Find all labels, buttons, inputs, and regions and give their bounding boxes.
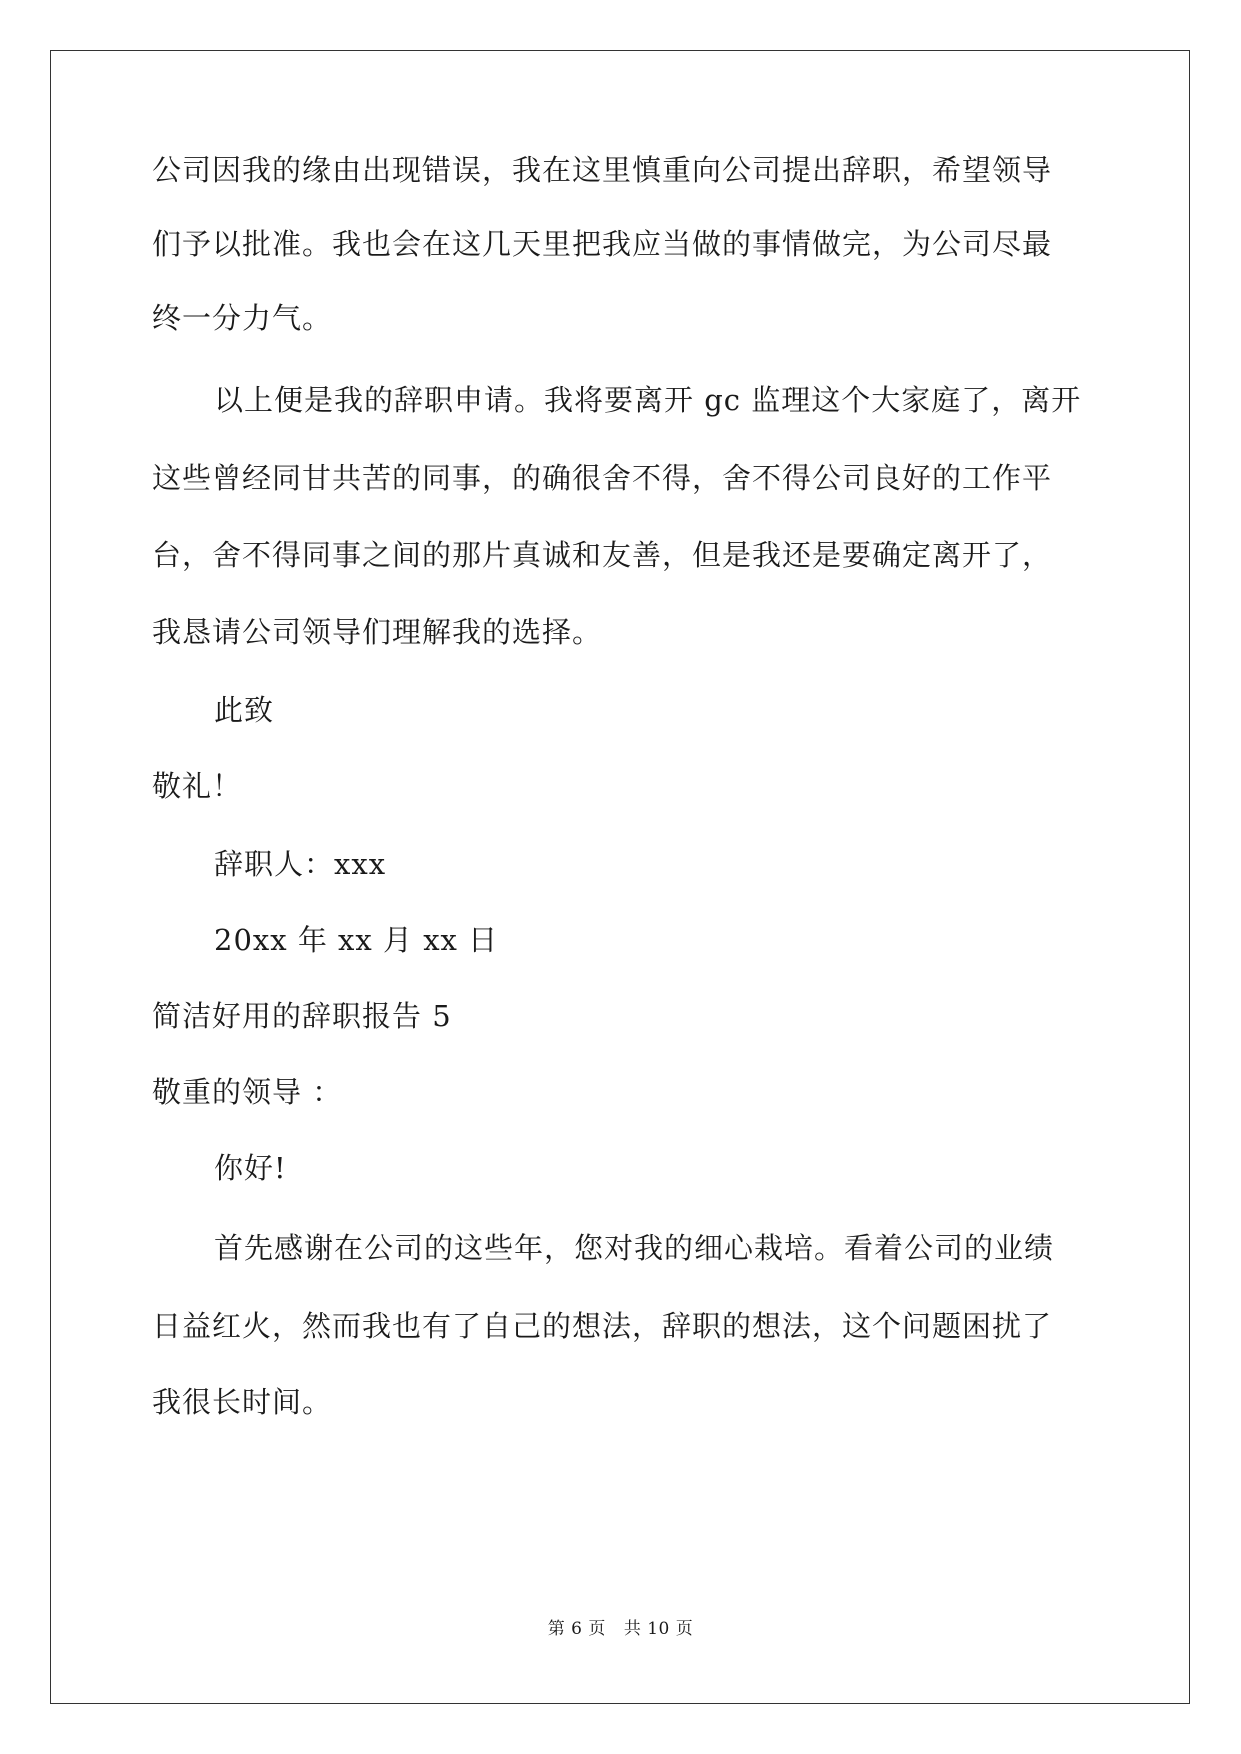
closing-salutation: 此致	[214, 693, 275, 727]
paragraph-line-6: 台，舍不得同事之间的那片真诚和友善，但是我还是要确定离开了，	[152, 538, 1053, 572]
paragraph-line-9: 日益红火，然而我也有了自己的想法，辞职的想法，这个问题困扰了	[152, 1309, 1053, 1343]
paragraph-line-4: 以上便是我的辞职申请。我将要离开 gc 监理这个大家庭了，离开	[214, 383, 1082, 417]
page-footer	[0, 1614, 1241, 1639]
paragraph-line-3: 终一分力气。	[152, 301, 333, 335]
section-title: 简洁好用的辞职报告 5	[152, 999, 452, 1033]
paragraph-line-5: 这些曾经同甘共苦的同事，的确很舍不得，舍不得公司良好的工作平	[152, 461, 1053, 495]
date-line: 20xx 年 xx 月 xx 日	[214, 923, 499, 957]
hello-line: 你好!	[214, 1151, 287, 1185]
signature-line: 辞职人：xxx	[214, 847, 387, 881]
paragraph-line-8: 首先感谢在公司的这些年，您对我的细心栽培。看着公司的业绩	[214, 1231, 1055, 1265]
paragraph-line-1: 公司因我的缘由出现错误，我在这里慎重向公司提出辞职，希望领导	[152, 153, 1053, 187]
page-number: 第 6 页	[547, 1619, 606, 1639]
greeting-line: 敬重的领导 ：	[152, 1075, 343, 1109]
paragraph-line-7: 我恳请公司领导们理解我的选择。	[152, 615, 603, 649]
paragraph-line-2: 们予以批准。我也会在这几天里把我应当做的事情做完，为公司尽最	[152, 227, 1053, 261]
paragraph-line-10: 我很长时间。	[152, 1385, 333, 1419]
total-pages: 共 10 页	[623, 1619, 694, 1639]
closing-respect: 敬礼！	[152, 769, 243, 803]
